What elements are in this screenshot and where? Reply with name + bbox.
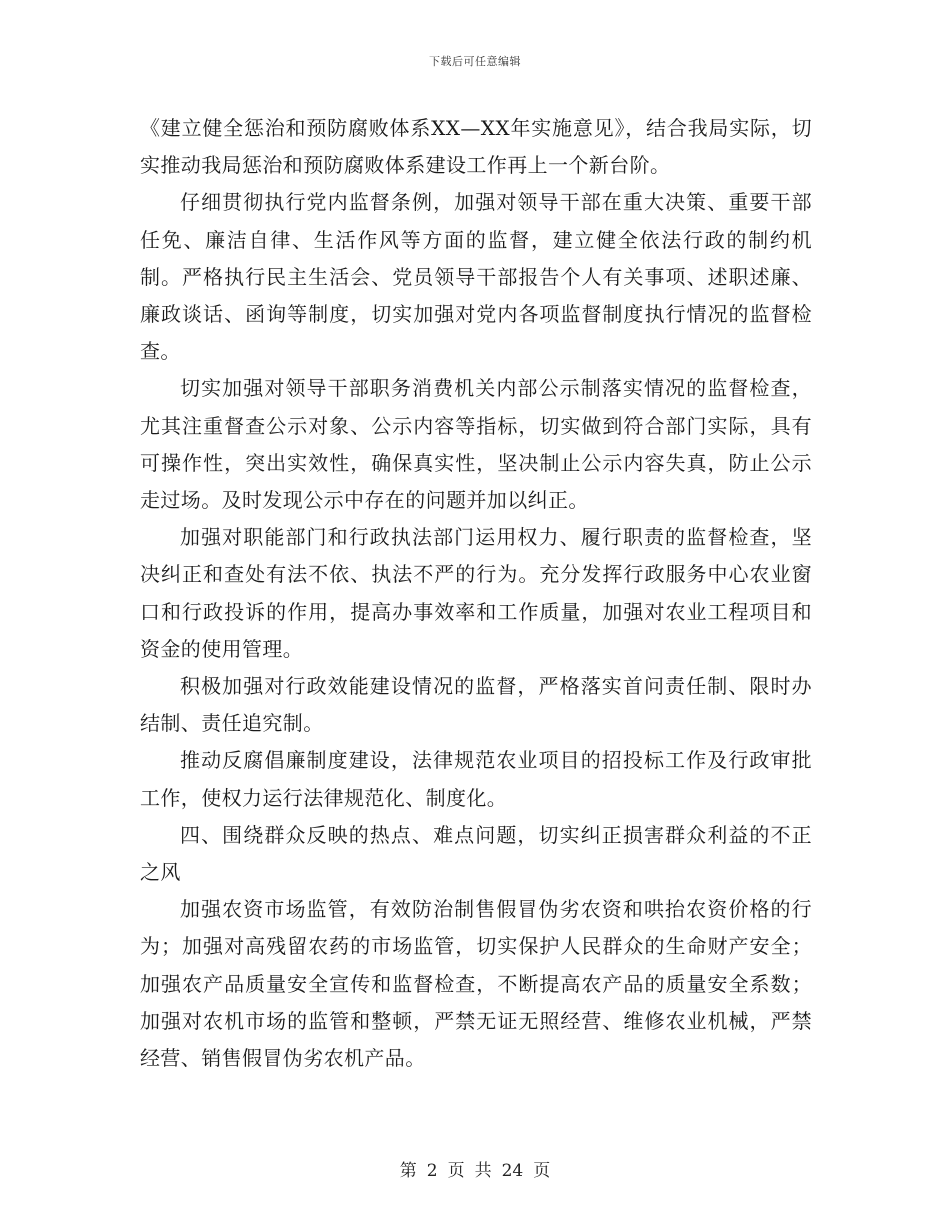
page-total: 24: [501, 1161, 524, 1181]
page-prefix: 第: [399, 1161, 417, 1181]
paragraph-7: 加强农资市场监管，有效防治制售假冒伪劣农资和哄抬农资价格的行为；加强对高残留农药的市场监管，切实保护人民群众的生命财产安全；加强农产品质量安全宣传和监督检查，不断提高农产品的质量安全系数；加强对农机市场的监管和整顿，严禁无证无照经营、维修农业机械，严禁经营、销售假冒伪劣农机产品。: [140, 897, 812, 1071]
page-suffix: 页: [533, 1161, 551, 1181]
paragraph-1: 《建立健全惩治和预防腐败体系XX—XX年实施意见》，结合我局实际，切实推动我局惩治和预防腐败体系建设工作再上一个新台阶。: [140, 116, 812, 178]
paragraph-5: 积极加强对行政效能建设情况的监督，严格落实首问责任制、限时办结制、责任追究制。: [140, 674, 812, 736]
header-note: 下载后可任意编辑: [429, 55, 521, 68]
paragraph-4: 加强对职能部门和行政执法部门运用权力、履行职责的监督检查，坚决纠正和查处有法不依、执法不严的行为。充分发挥行政服务中心农业窗口和行政投诉的作用，提高办事效率和工作质量，加强对农业工程项目和资金的使用管理。: [140, 525, 812, 661]
page-number-footer: [0, 1156, 950, 1181]
page-mid: 页: [447, 1161, 465, 1181]
paragraph-6: 推动反腐倡廉制度建设，法律规范农业项目的招投标工作及行政审批工作，使权力运行法律规范化、制度化。: [140, 748, 812, 810]
document-body: [140, 110, 812, 1077]
section-heading-4: 四、围绕群众反映的热点、难点问题，切实纠正损害群众利益的不正之风: [140, 822, 812, 885]
page-total-prefix: 共: [474, 1161, 492, 1181]
page-current: 2: [426, 1161, 438, 1181]
paragraph-3: 切实加强对领导干部职务消费机关内部公示制落实情况的监督检查，尤其注重督查公示对象、公示内容等指标，切实做到符合部门实际，具有可操作性，突出实效性，确保真实性，坚决制止公示内容失真，防止公示走过场。及时发现公示中存在的问题并加以纠正。: [140, 376, 812, 513]
paragraph-2: 仔细贯彻执行党内监督条例，加强对领导干部在重大决策、重要干部任免、廉洁自律、生活作风等方面的监督，建立健全依法行政的制约机制。严格执行民主生活会、党员领导干部报告个人有关事项、述职述廉、廉政谈话、函询等制度，切实加强对党内各项监督制度执行情况的监督检查。: [140, 190, 812, 364]
